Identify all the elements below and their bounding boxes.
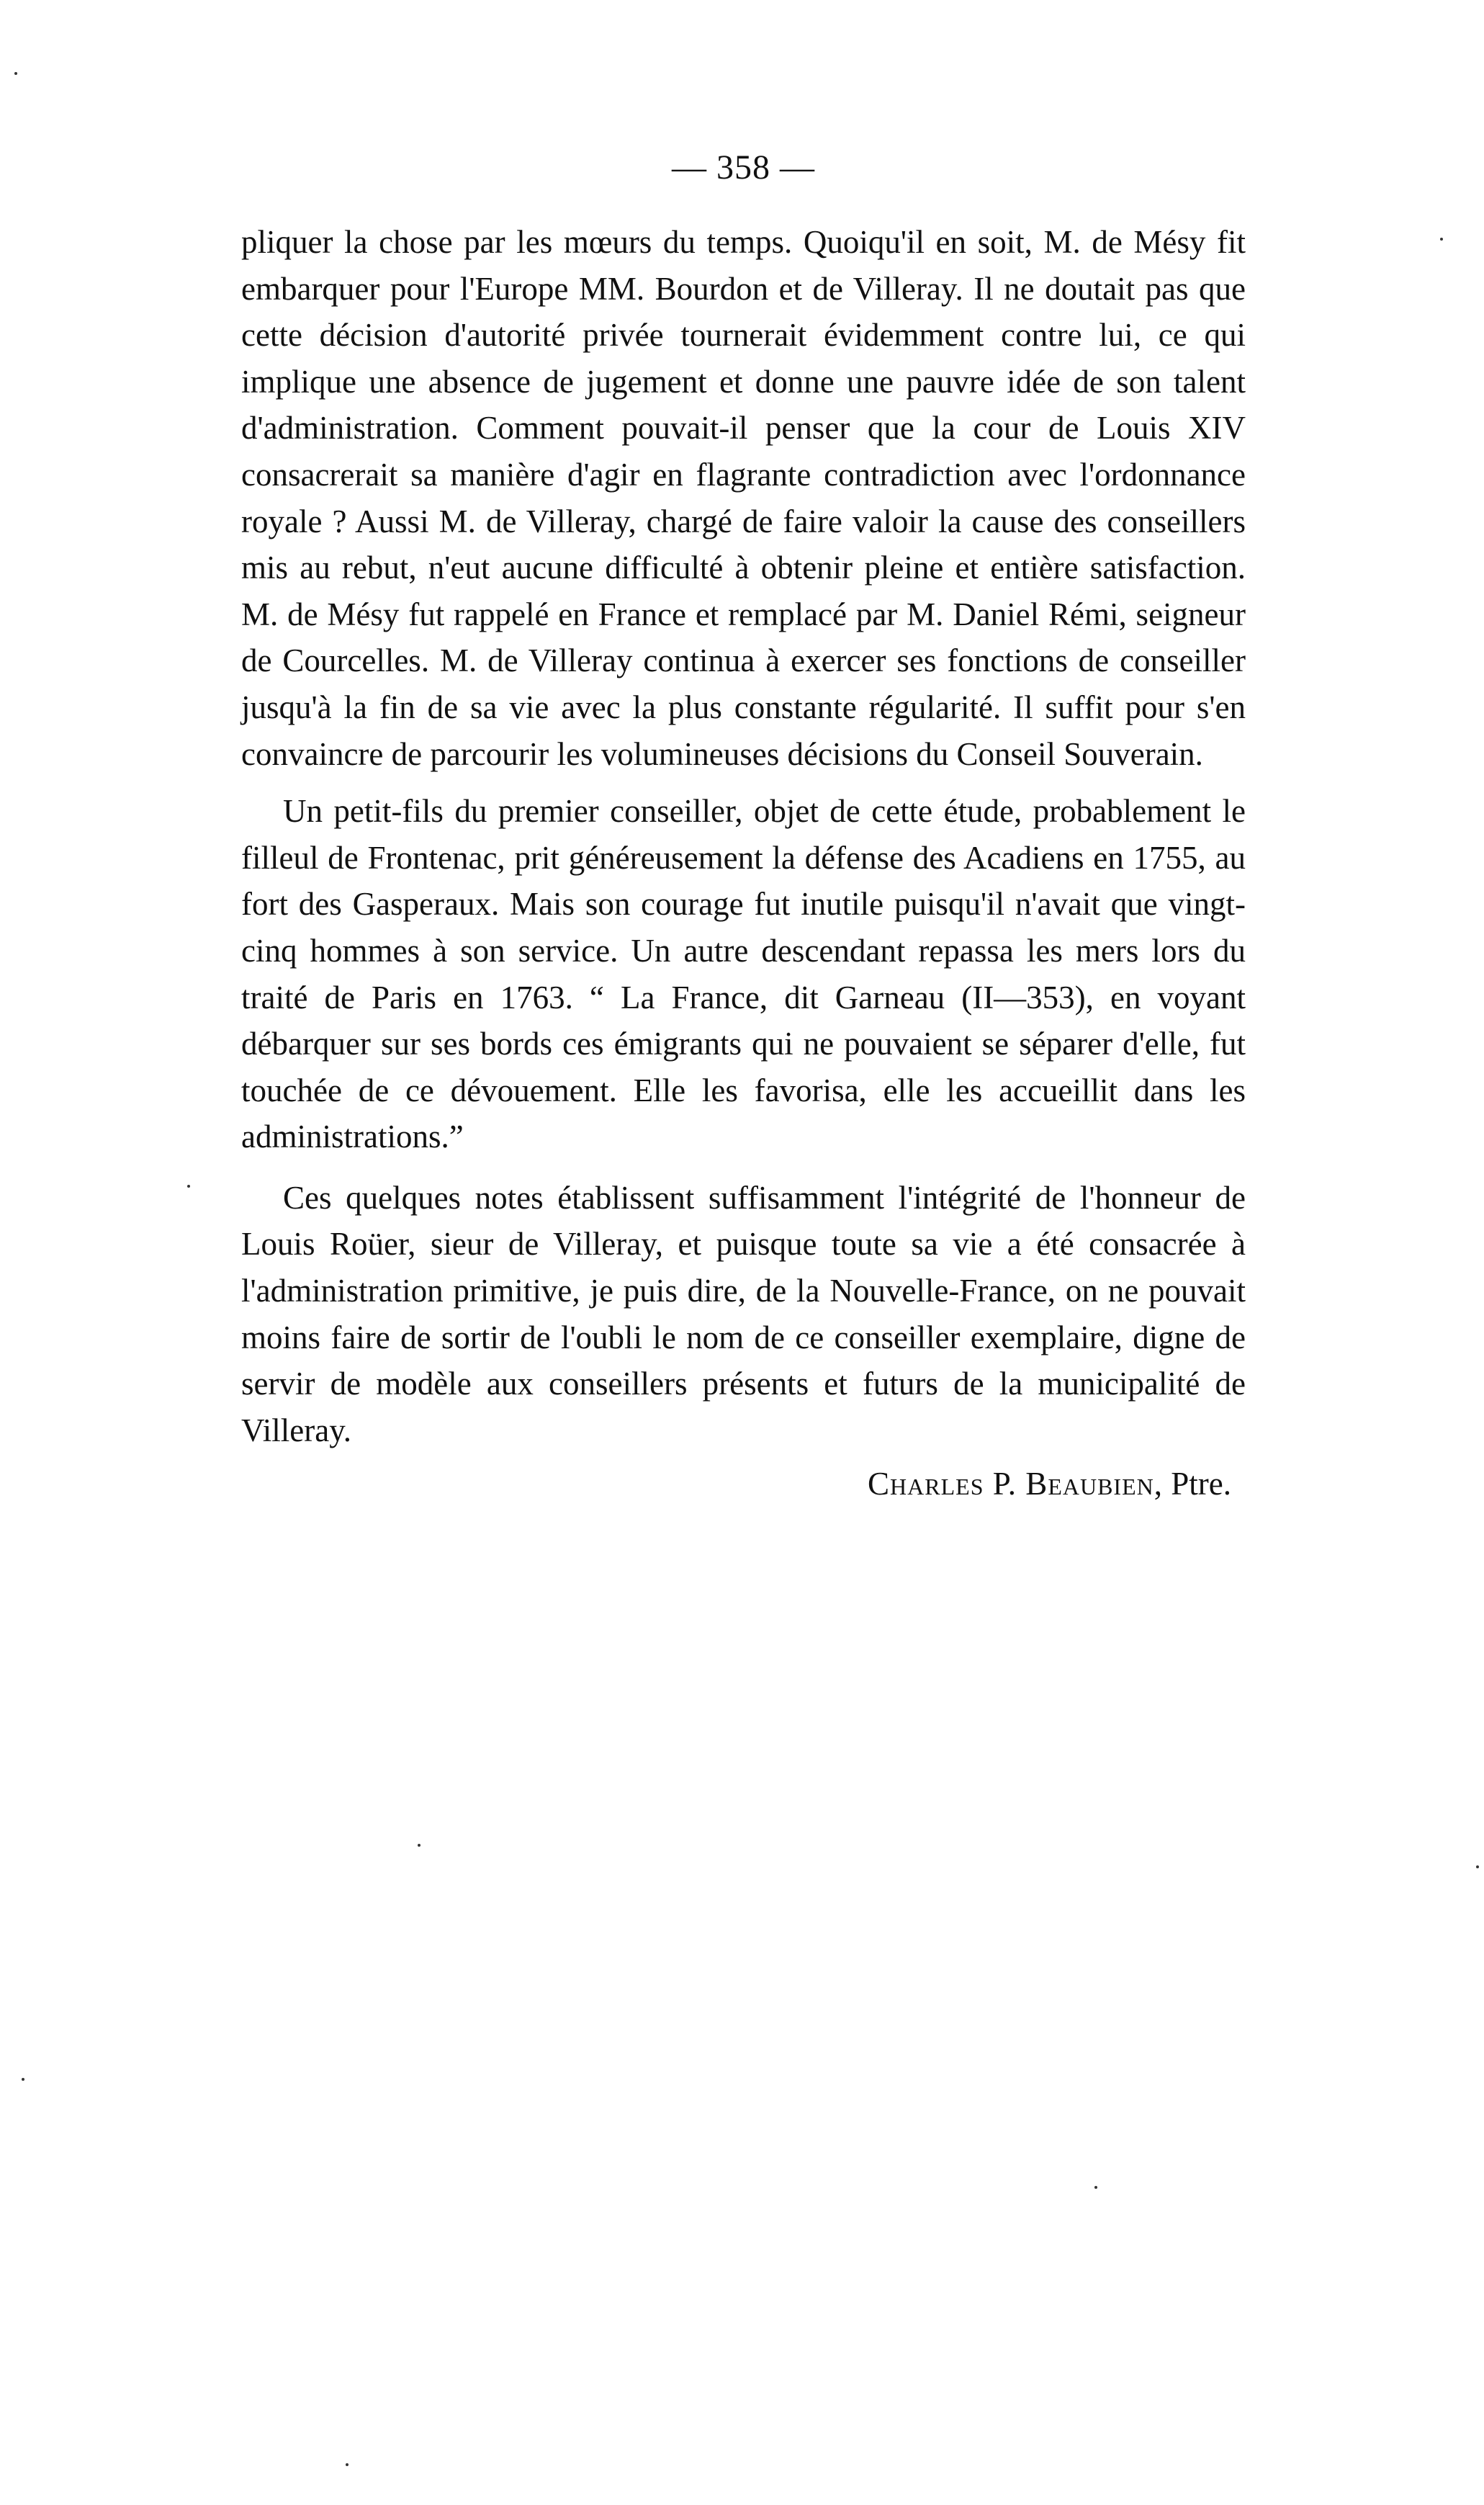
scan-speck <box>22 2078 24 2081</box>
paragraph-2: Un petit-fils du premier conseiller, objet de cette étude, probablement le filleul de Frontenac, prit généreusement la défense des Acadiens en 1755, au fort des Gasperaux. Mais son courage fut inutile puisqu'il n'avait que vingt-cinq hommes à son service. Un autre descendant repassa les mers lors du traité de Paris en 1763. “ La France, dit Garneau (II—353), en voyant débarquer sur ses bords ces émigrants qui ne pouvaient se séparer d'elle, fut touchée de ce dévouement. Elle les favorisa, elle les accueillit dans les administrations.” <box>241 793 1246 1155</box>
scan-speck <box>418 1844 421 1847</box>
scan-speck <box>346 2463 348 2466</box>
paragraph-1: pliquer la chose par les mœurs du temps. Quoiqu'il en soit, M. de Mésy fit embarquer pour l'Europe MM. Bourdon et de Villeray. Il ne doutait pas que cette décision d'autorité privée tournerait évidemment contre lui, ce qui implique une absence de jugement et donne une pauvre idée de son talent d'administration. Comment pouvait-il penser que la cour de Louis XIV consacrerait sa manière d'agir en flagrante contradiction avec l'ordonnance royale ? Aussi M. de Villeray, chargé de faire valoir la cause des conseillers mis au rebut, n'eut aucune difficulté à obtenir pleine et entière satisfaction. M. de Mésy fut rappelé en France et remplacé par M. Daniel Rémi, seigneur de Courcelles. M. de Villeray continua à exercer ses fonctions de conseiller jusqu'à la fin de sa vie avec la plus constante régularité. Il suffit pour s'en convaincre de parcourir les volumineuses décisions du Conseil Souverain. <box>241 224 1246 772</box>
scan-speck <box>1094 2186 1097 2189</box>
scan-speck <box>187 1185 190 1188</box>
paragraph-3: Ces quelques notes établissent suffisamment l'intégrité de l'honneur de Louis Roüer, sieur de Villeray, et puisque toute sa vie a été consacrée à l'administration primitive, je puis dire, de la Nouvelle-France, on ne pouvait moins faire de sortir de l'oubli le nom de ce conseiller exemplaire, digne de servir de modèle aux conseillers présents et futurs de la municipalité de Villeray. <box>241 1179 1246 1448</box>
page-number: — 358 — <box>672 148 815 187</box>
author-signature <box>241 1461 1246 1507</box>
author-title: Ptre. <box>1171 1466 1231 1502</box>
scan-speck <box>14 72 17 75</box>
book-page <box>241 148 1246 1507</box>
scan-speck <box>1440 238 1443 241</box>
scan-speck <box>1476 1865 1479 1868</box>
author-name: Charles P. Beaubien, <box>868 1466 1163 1502</box>
